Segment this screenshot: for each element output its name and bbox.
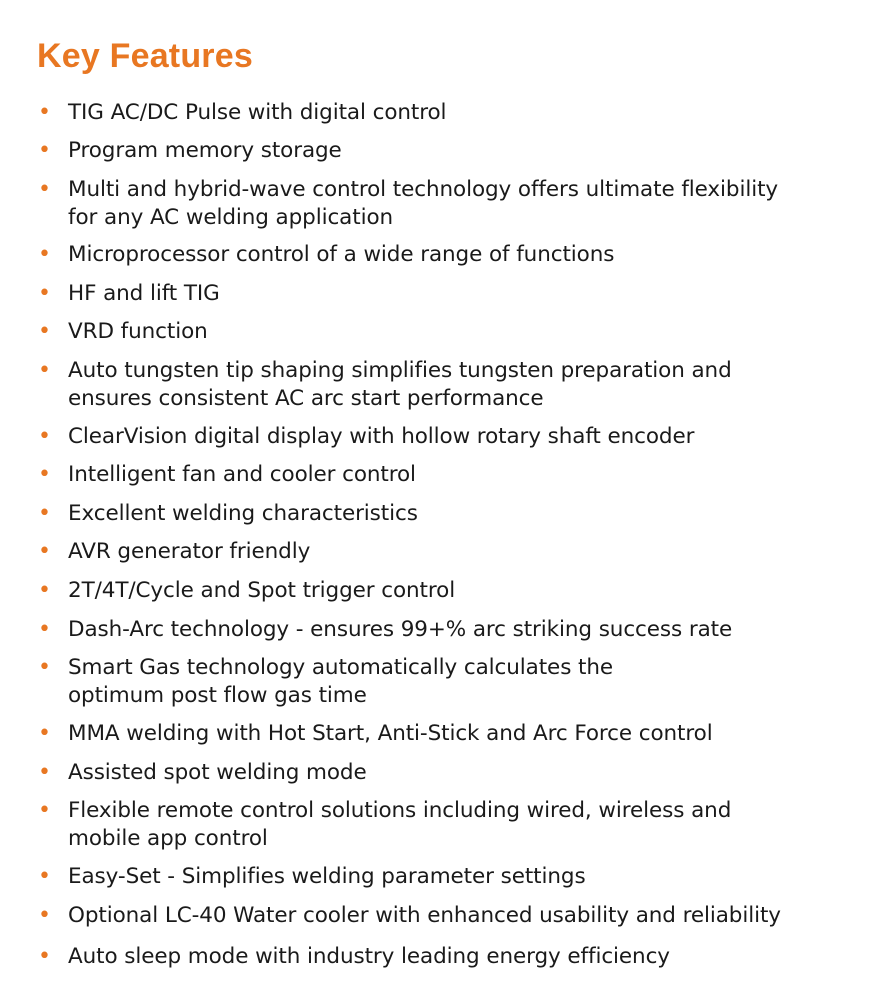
bullet-icon: •	[38, 242, 51, 267]
bullet-icon: •	[38, 462, 51, 487]
feature-text: Auto tungsten tip shaping simplifies tungsten preparation and ensures consistent AC arc start performance	[68, 358, 732, 411]
bullet-icon: •	[38, 539, 51, 564]
bullet-icon: •	[38, 944, 51, 969]
bullet-icon: •	[38, 760, 51, 785]
feature-text: Assisted spot welding mode	[68, 760, 367, 785]
feature-text: VRD function	[68, 319, 208, 344]
feature-text: Excellent welding characteristics	[68, 501, 418, 526]
feature-text: Easy-Set - Simplifies welding parameter settings	[68, 864, 586, 889]
bullet-icon: •	[38, 501, 51, 526]
page-title: Key Features	[37, 37, 253, 75]
bullet-icon: •	[38, 798, 51, 823]
bullet-icon: •	[38, 281, 51, 306]
feature-text: MMA welding with Hot Start, Anti-Stick and Arc Force control	[68, 721, 713, 746]
bullet-icon: •	[38, 864, 51, 889]
bullet-icon: •	[38, 177, 51, 202]
bullet-icon: •	[38, 903, 51, 928]
bullet-icon: •	[38, 578, 51, 603]
bullet-icon: •	[38, 617, 51, 642]
bullet-icon: •	[38, 358, 51, 383]
bullet-icon: •	[38, 424, 51, 449]
feature-text: 2T/4T/Cycle and Spot trigger control	[68, 578, 456, 603]
feature-text: Program memory storage	[68, 138, 342, 163]
feature-text: Intelligent fan and cooler control	[68, 462, 416, 487]
feature-text: ClearVision digital display with hollow rotary shaft encoder	[68, 424, 695, 449]
bullet-icon: •	[38, 721, 51, 746]
bullet-icon: •	[38, 655, 51, 680]
bullet-icon: •	[38, 319, 51, 344]
bullet-icon: •	[38, 100, 51, 125]
feature-text: Dash-Arc technology - ensures 99+% arc striking success rate	[68, 617, 733, 642]
bullet-icon: •	[38, 138, 51, 163]
feature-text: Microprocessor control of a wide range of functions	[68, 242, 615, 267]
feature-text: TIG AC/DC Pulse with digital control	[68, 100, 447, 125]
feature-text: Auto sleep mode with industry leading energy efficiency	[68, 944, 670, 969]
feature-text: AVR generator friendly	[68, 539, 311, 564]
feature-text: Multi and hybrid-wave control technology offers ultimate flexibility for any AC welding application	[68, 177, 779, 230]
feature-text: Optional LC-40 Water cooler with enhanced usability and reliability	[68, 903, 781, 928]
feature-text: Smart Gas technology automatically calculates the optimum post flow gas time	[68, 655, 614, 708]
feature-text: HF and lift TIG	[68, 281, 220, 306]
feature-text: Flexible remote control solutions including wired, wireless and mobile app control	[68, 798, 732, 851]
